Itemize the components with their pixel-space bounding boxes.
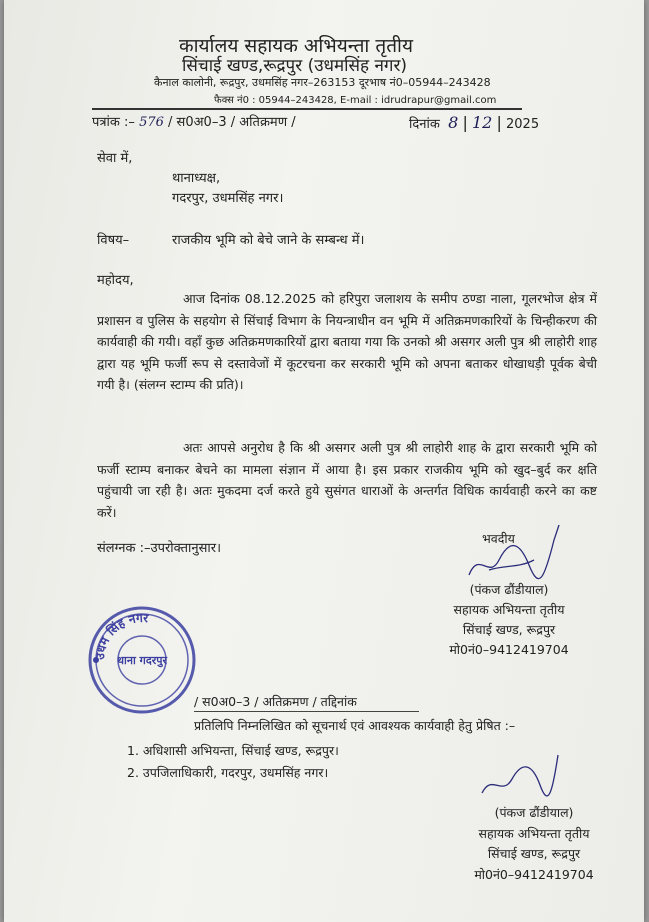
enclosure-note: संलग्नक :–उपरोक्तानुसार।	[97, 541, 222, 556]
division-name: सिंचाई खण्ड,रूद्रपुर (उधमसिंह नगर)	[182, 56, 408, 76]
reference-number: 576	[139, 115, 164, 130]
stamp-inner-text: थाना गदरपुर	[117, 654, 167, 667]
date-label: दिनांक	[409, 117, 440, 132]
date-day: 8	[448, 113, 459, 132]
body-paragraph-2: अतः आपसे अनुरोध है कि श्री असगर अली पुत्र श्री लाहोरी शाह के द्वारा सरकारी भूमि को फर्जी स्टाम्प बनाकर बेचने का मामला संज्ञान में आया है। इस प्रकार राजकीय भूमि को खुद–बुर्द कर क्षति पहुंचायी जा रही है। अतः मुकदमा दर्ज करते हुये सुसंगत धाराओं के अन्तर्गत विधिक कार्यवाही करने का कष्ट करें।	[97, 440, 597, 520]
signatory-name: (पंकज ढौंडीयाल)	[469, 582, 549, 597]
signatory-mobile: मो0नं0–9412419704	[474, 866, 594, 882]
date-year: 2025	[506, 117, 540, 132]
reference-line	[92, 112, 296, 130]
signature-icon	[474, 745, 564, 805]
copy-list	[127, 740, 339, 784]
copy-reference-underline	[194, 711, 419, 712]
signatory-division: सिंचाई खण्ड, रूद्रपुर	[462, 622, 556, 637]
copy-intro: प्रतिलिपि निम्नलिखित को सूचनार्थ एवं आवश्यक कार्यवाही हेतु प्रेषित :–	[194, 718, 516, 733]
signatory-designation: सहायक अभियन्ता तृतीय	[478, 825, 590, 841]
letter-sheet	[4, 0, 644, 922]
recipient-label: सेवा में,	[97, 151, 133, 166]
subject-label: विषय–	[97, 233, 130, 248]
date-month: 12	[471, 113, 493, 132]
signatory-mobile: मो0नं0–9412419704	[449, 642, 569, 657]
reference-label: पत्रांक :–	[92, 115, 135, 130]
subject-text: राजकीय भूमि को बेचे जाने के सम्बन्ध में।	[172, 233, 365, 248]
police-stamp-icon	[86, 604, 198, 716]
recipient-line-1: थानाध्यक्ष,	[172, 171, 221, 186]
reference-date: दिनांक 8 | 12 | 2025	[409, 113, 540, 132]
copy-list-item: 2. उपजिलाधिकारी, गदरपुर, उधमसिंह नगर।	[127, 765, 329, 780]
closing-word: भवदीय	[482, 531, 515, 546]
signatory-name: (पंकज ढौंडीयाल)	[494, 805, 574, 820]
reference-code: / स0अ0–3 / अतिक्रमण /	[168, 115, 296, 130]
signature-block	[424, 580, 594, 660]
header-divider	[92, 108, 522, 110]
office-title: कार्यालय सहायक अभियन्ता तृतीय	[179, 35, 413, 57]
copy-reference: / स0अ0–3 / अतिक्रमण / तद्दिनांक	[194, 694, 357, 709]
salutation: महोदय,	[97, 273, 134, 288]
copy-list-item: 1. अधिशासी अभियन्ता, सिंचाई खण्ड, रूद्रपुर।	[127, 743, 339, 758]
stamp-outer-text: उधम सिंह नगर	[92, 610, 149, 661]
signatory-division: सिंचाई खण्ड, रूद्रपुर	[487, 846, 581, 861]
office-address: कैनाल कालोनी, रूद्रपुर, उधमसिंह नगर–263153 दूरभाष नं0–05944–243428	[154, 76, 491, 89]
signature-block-2	[444, 803, 624, 885]
fax-email: फैक्स नं0 : 05944–243428, E-mail : idrudrapur@gmail.com	[214, 95, 497, 106]
signatory-designation: सहायक अभियन्ता तृतीय	[453, 602, 565, 617]
recipient-line-2: गदरपुर, उधमसिंह नगर।	[172, 191, 284, 206]
body-paragraph-1: आज दिनांक 08.12.2025 को हरिपुरा जलाशय के समीप ठण्डा नाला, गूलरभोज क्षेत्र में प्रशासन व पुलिस के सहयोग से सिंचाई विभाग के नियन्त्राधीन वन भूमि में अतिक्रमणकारियों के चिन्हीकरण की कार्यवाही की गयी। वहाँ कुछ अतिक्रमणकारियों द्वारा बताया गया कि उनको श्री असगर अली पुत्र श्री लाहोरी शाह द्वारा यह भूमि फर्जी रूप से दस्तावेजों में कूटरचना कर सरकारी भूमि को अपना बताकर धोखाधड़ी पूर्वक बेची गयी है। (संलग्न स्टाम्प की प्रति)।	[97, 291, 597, 392]
